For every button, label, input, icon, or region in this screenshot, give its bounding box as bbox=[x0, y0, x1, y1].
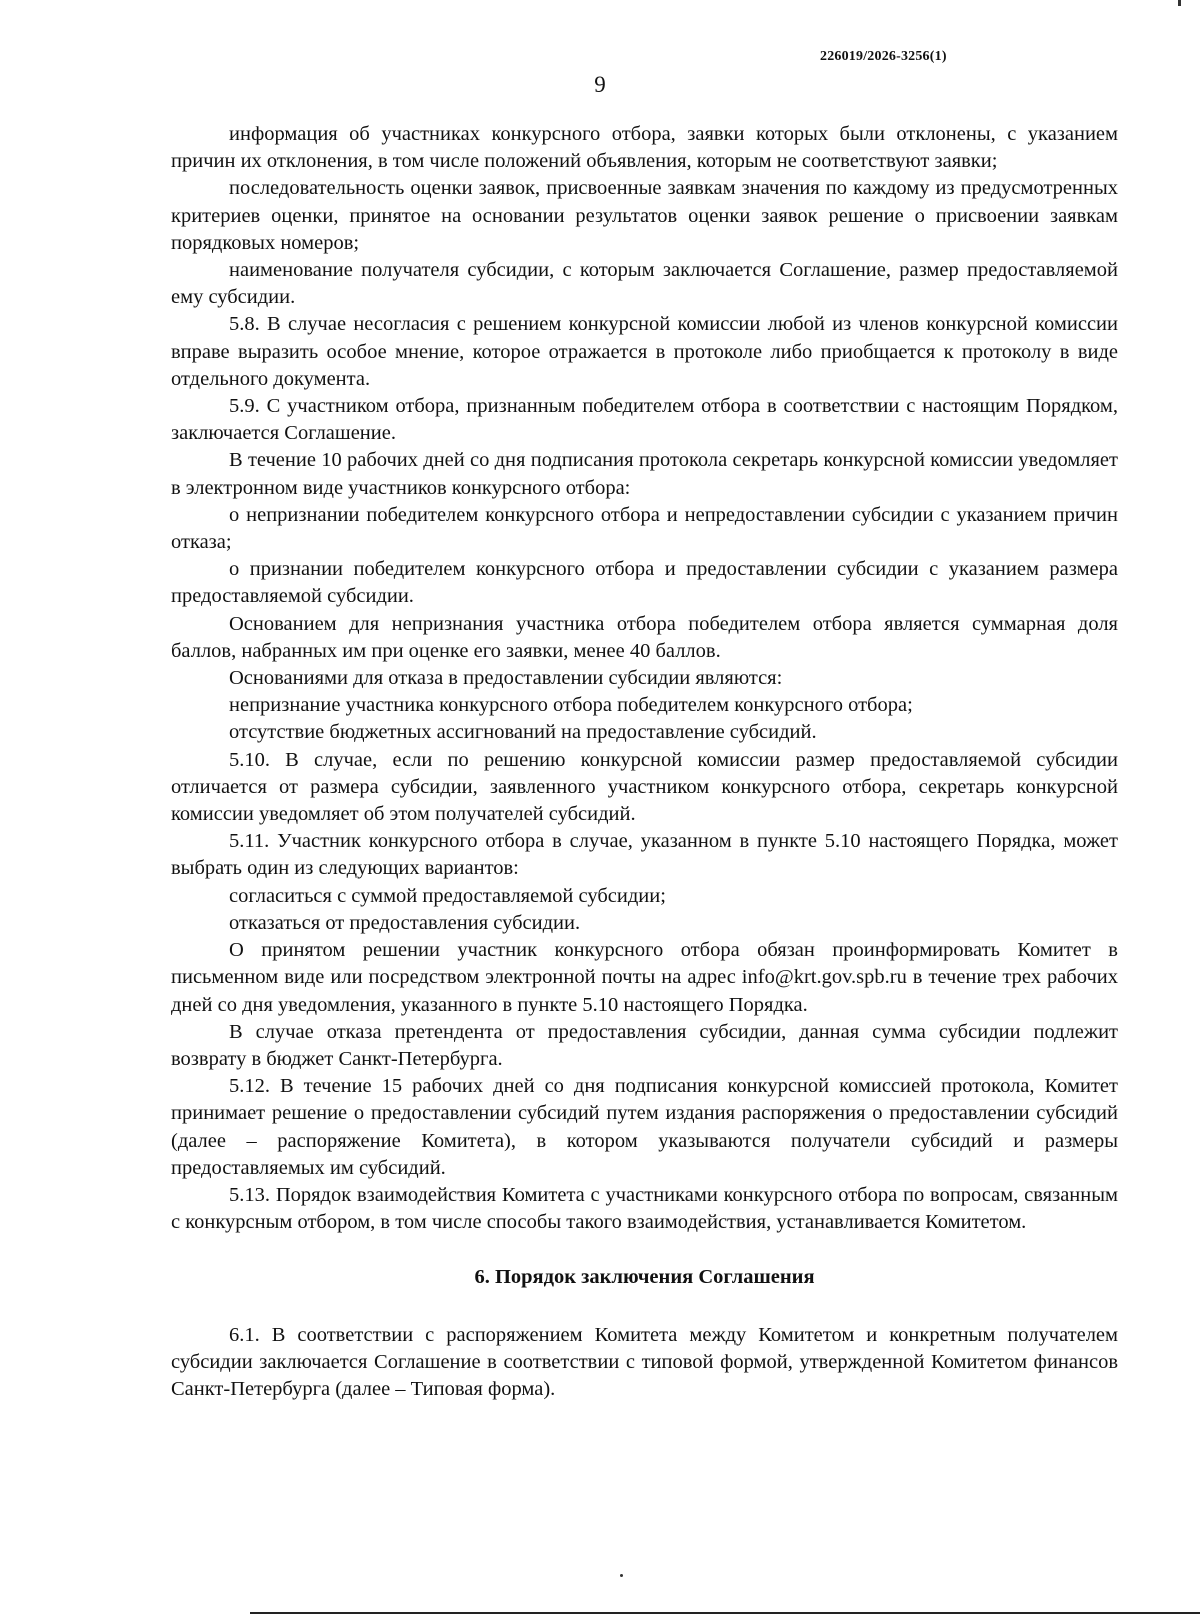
scan-bottom-edge bbox=[250, 1612, 1200, 1614]
paragraph: 5.12. В течение 15 рабочих дней со дня подписания конкурсной комиссией протокола, Комитет принимает решение о предоставлении субсидий путем издания распоряжения о предоставлении субсидий (далее – распоряжение Комитета), в котором указываются получатели субсидий и размеры предоставляемых им субсидий. bbox=[171, 1075, 1118, 1179]
paragraph: 6.1. В соответствии с распоряжением Комитета между Комитетом и конкретным получателем субсидии заключается Соглашение в соответствии с типовой формой, утвержденной Комитетом финансов Санкт-Петербурга (далее – Типовая форма). bbox=[171, 1323, 1118, 1400]
paragraph: В случае отказа претендента от предоставления субсидии, данная сумма субсидии подлежит возврату в бюджет Санкт-Петербурга. bbox=[171, 1020, 1118, 1070]
paragraph: 5.8. В случае несогласия с решением конкурсной комиссии любой из членов конкурсной комиссии вправе выразить особое мнение, которое отражается в протоколе либо приобщается к протоколу в виде отдельного документа. bbox=[171, 313, 1118, 390]
paragraph: последовательность оценки заявок, присвоенные заявкам значения по каждому из предусмотренных критериев оценки, принятое на основании результатов оценки заявок решение о присвоении заявкам порядковых номеров; bbox=[171, 177, 1118, 254]
document-body bbox=[171, 121, 1118, 1403]
scan-mark bbox=[1178, 0, 1181, 6]
page-number: 9 bbox=[594, 72, 606, 97]
scan-dot bbox=[620, 1574, 623, 1577]
paragraph: 5.13. Порядок взаимодействия Комитета с участниками конкурсного отбора по вопросам, связанным с конкурсным отбором, в том числе способы такого взаимодействия, устанавливается Комитетом. bbox=[171, 1183, 1118, 1234]
paragraph: информация об участниках конкурсного отбора, заявки которых были отклонены, с указанием причин их отклонения, в том числе положений объявления, которым не соответствуют заявки; bbox=[171, 123, 1118, 173]
paragraph: О принятом решении участник конкурсного отбора обязан проинформировать Комитет в письменном виде или посредством электронной почты на адрес info@krt.gov.spb.ru в течение трех рабочих дней со дня уведомления, указанного в пункте 5.10 настоящего Порядка. bbox=[171, 939, 1118, 1016]
section-heading: 6. Порядок заключения Соглашения bbox=[474, 1266, 815, 1289]
document-id: 226019/2026-3256(1) bbox=[820, 49, 947, 64]
paragraph: отсутствие бюджетных ассигнований на предоставление субсидий. bbox=[229, 721, 817, 744]
paragraph: Основанием для непризнания участника отбора победителем отбора является суммарная доля баллов, набранных им при оценке его заявки, менее 40 баллов. bbox=[171, 612, 1118, 662]
paragraph: 5.10. В случае, если по решению конкурсной комиссии размер предоставляемой субсидии отличается от размера субсидии, заявленного участником конкурсного отбора, секретарь конкурсной комиссии уведомляет об этом получателей субсидий. bbox=[171, 748, 1118, 826]
paragraph: В течение 10 рабочих дней со дня подписания протокола секретарь конкурсной комиссии уведомляет в электронном виде участников конкурсного отбора: bbox=[171, 449, 1118, 499]
paragraph: о непризнании победителем конкурсного отбора и непредоставлении субсидии с указанием причин отказа; bbox=[171, 503, 1118, 554]
paragraph: 5.9. С участником отбора, признанным победителем отбора в соответствии с настоящим Порядком, заключается Соглашение. bbox=[171, 395, 1118, 445]
paragraph: Основаниями для отказа в предоставлении субсидии являются: bbox=[229, 667, 783, 690]
paragraph: 5.11. Участник конкурсного отбора в случае, указанном в пункте 5.10 настоящего Порядка, может выбрать один из следующих вариантов: bbox=[171, 830, 1118, 880]
paragraph: согласиться с суммой предоставляемой субсидии; bbox=[229, 884, 666, 907]
paragraph: непризнание участника конкурсного отбора победителем конкурсного отбора; bbox=[229, 694, 913, 717]
paragraph: отказаться от предоставления субсидии. bbox=[229, 911, 581, 934]
paragraph: о признании победителем конкурсного отбора и предоставлении субсидии с указанием размера предоставляемой субсидии. bbox=[171, 558, 1118, 608]
paragraph: наименование получателя субсидии, с которым заключается Соглашение, размер предоставляемой ему субсидии. bbox=[171, 259, 1118, 309]
